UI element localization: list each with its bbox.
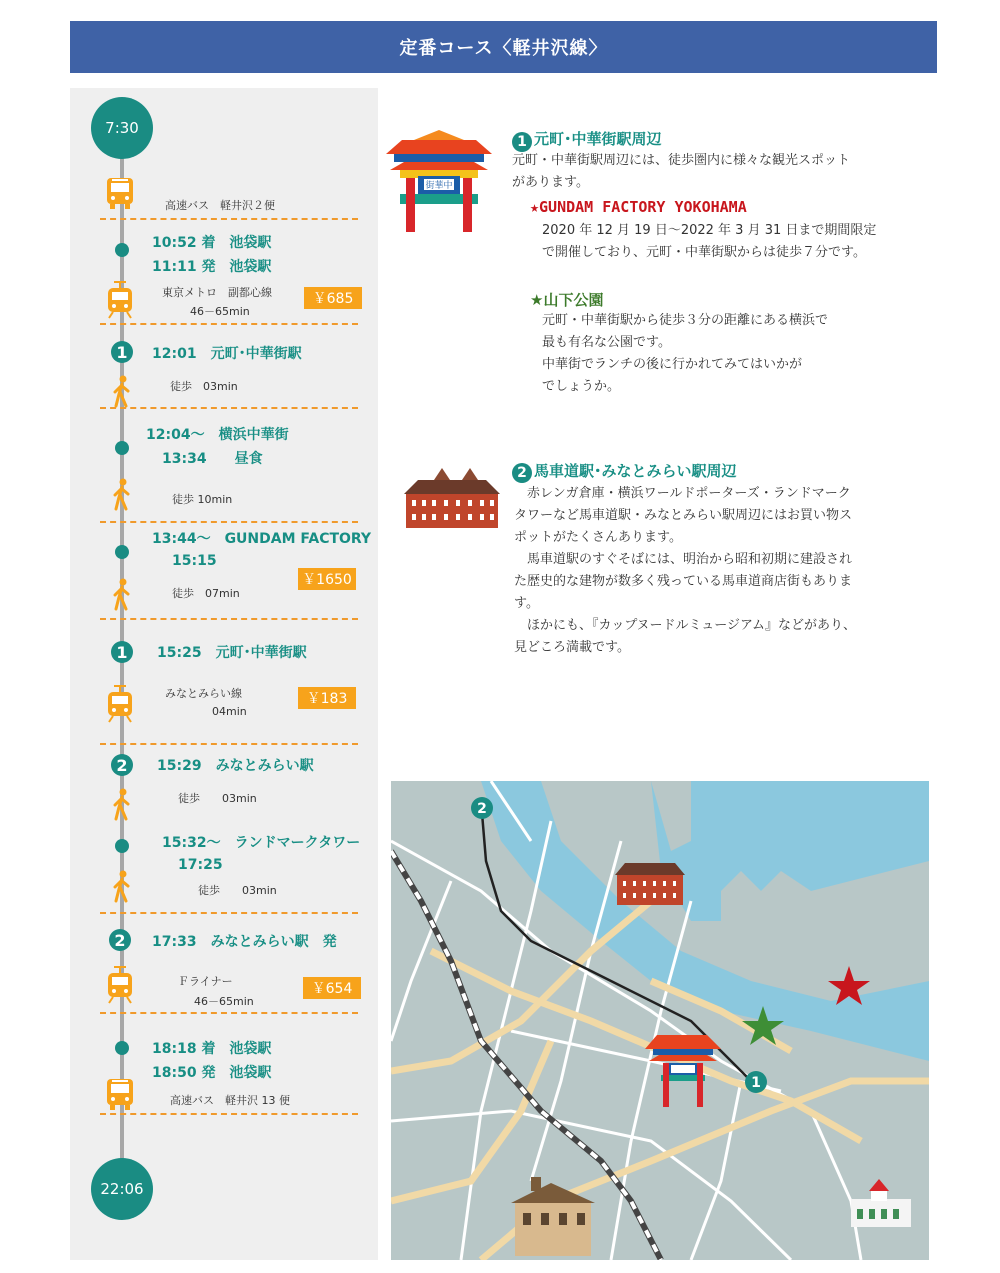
spot-time-end: 15:15 (172, 553, 217, 569)
train-icon (105, 965, 135, 1005)
station-time: 12:01 元町･中華街駅 (152, 346, 302, 362)
page-title: 定番コース〈軽井沢線〉 (70, 21, 937, 73)
bus-label: 高速バス 軽井沢２便 (165, 199, 275, 212)
section-text: 見どころ満載です。 (514, 640, 630, 655)
red-brick-building-icon (404, 466, 500, 530)
section-number-badge: 1 (512, 132, 532, 152)
train-line: 東京メトロ 副都心線 (162, 286, 272, 299)
chinatown-gate-icon (384, 128, 494, 234)
stop-dot (115, 839, 129, 853)
station-number-badge: 1 (111, 641, 133, 663)
end-time-badge: 22:06 (91, 1158, 153, 1220)
train-duration: 46－65min (194, 995, 254, 1008)
arrival-time: 10:52 着 池袋駅 (152, 235, 272, 251)
stop-dot (115, 441, 129, 455)
station-marker-2-label: 2 (477, 801, 487, 817)
divider (100, 1012, 358, 1014)
section-text: ポットがたくさんあります。 (514, 530, 682, 545)
bus-icon (105, 176, 135, 210)
spot-title-gundam: ★GUNDAM FACTORY YOKOHAMA (530, 198, 747, 216)
walk-icon (110, 788, 134, 822)
departure-time: 11:11 発 池袋駅 (152, 259, 272, 275)
section-text: た歴史的な建物が数多く残っている馬車道商店街もありま (514, 574, 853, 589)
station-number-badge: 2 (111, 754, 133, 776)
spot-text: でしょうか。 (542, 379, 621, 394)
train-icon (105, 280, 135, 320)
section-text: 赤レンガ倉庫・横浜ワールドポーターズ・ランドマーク (514, 486, 851, 501)
divider (100, 743, 358, 745)
divider (100, 407, 358, 409)
spot-text: 最も有名な公園です。 (542, 335, 671, 350)
red-brick-building-icon (615, 863, 685, 905)
station-marker-1-label: 1 (751, 1075, 761, 1091)
fare-badge: ￥654 (303, 977, 361, 999)
start-time-badge: 7:30 (91, 97, 153, 159)
walk-label: 徒歩 07min (172, 587, 240, 600)
spot-text: 2020 年 12 月 19 日～2022 年 3 月 31 日まで期間限定 (542, 223, 877, 238)
spot-time: 15:32～ ランドマークタワー (162, 835, 361, 851)
train-line: みなとみらい線 (165, 687, 242, 700)
stop-dot (115, 243, 129, 257)
station-time: 17:33 みなとみらい駅 発 (152, 934, 337, 950)
divider (100, 1113, 358, 1115)
train-line: Ｆライナー (178, 975, 233, 988)
stop-dot (115, 545, 129, 559)
map-drawing (391, 781, 929, 1260)
section-text: タワーなど馬車道駅・みなとみらい駅周辺にはお買い物ス (514, 508, 853, 523)
departure-time: 18:50 発 池袋駅 (152, 1065, 272, 1081)
section-title: 馬車道駅･みなとみらい駅周辺 (534, 462, 737, 480)
walk-label: 徒歩 03min (198, 884, 277, 897)
spot-time: 13:44～ GUNDAM FACTORY (152, 531, 372, 547)
fare-badge: ￥685 (304, 287, 362, 309)
divider (100, 521, 358, 523)
area-map[interactable] (391, 781, 929, 1260)
spot-text: 中華街でランチの後に行かれてみてはいかが (542, 357, 803, 372)
station-number-badge: 1 (111, 341, 133, 363)
section-text: 元町・中華街駅周辺には、徒歩圏内に様々な観光スポット (512, 153, 851, 168)
arrival-time: 18:18 着 池袋駅 (152, 1041, 272, 1057)
section-text: ほかにも、『カップヌードルミュージアム』などがあり、 (514, 618, 857, 633)
station-time: 15:29 みなとみらい駅 (157, 758, 314, 774)
walk-label: 徒歩 03min (170, 380, 238, 393)
walk-icon (110, 870, 134, 904)
walk-icon (110, 478, 134, 512)
divider (100, 218, 358, 220)
spot-time-end: 17:25 (178, 857, 223, 873)
spot-text: 元町・中華街駅から徒歩３分の距離にある横浜で (542, 313, 829, 328)
train-icon (105, 684, 135, 724)
divider (100, 323, 358, 325)
section-text: があります。 (512, 175, 589, 190)
train-duration: 46－65min (190, 305, 250, 318)
divider (100, 618, 358, 620)
spot-time-end: 13:34 昼食 (162, 451, 263, 467)
section-number-badge: 2 (512, 463, 532, 483)
station-number-badge: 2 (109, 929, 131, 951)
fare-badge: ￥183 (298, 687, 356, 709)
divider (100, 912, 358, 914)
station-time: 15:25 元町･中華街駅 (157, 645, 307, 661)
walk-label: 徒歩 03min (178, 792, 257, 805)
section-text: 馬車道駅のすぐそばには、明治から昭和初期に建設され (514, 552, 853, 567)
walk-icon (110, 578, 134, 612)
walk-label: 徒歩 10min (172, 493, 233, 506)
gate-sign-text: 街華中 (425, 181, 453, 191)
spot-title-yamashita: ★山下公園 (530, 291, 604, 309)
spot-text: で開催しており、元町・中華街駅からは徒歩７分です。 (542, 245, 866, 260)
section-text: す。 (514, 596, 539, 611)
bus-icon (105, 1077, 135, 1111)
fare-badge: ￥1650 (298, 568, 356, 590)
train-duration: 04min (212, 705, 247, 718)
stop-dot (115, 1041, 129, 1055)
walk-icon (110, 375, 134, 409)
spot-time: 12:04～ 横浜中華街 (146, 427, 289, 443)
bus-label: 高速バス 軽井沢 13 便 (170, 1094, 290, 1107)
section-title: 元町･中華街駅周辺 (534, 130, 662, 148)
